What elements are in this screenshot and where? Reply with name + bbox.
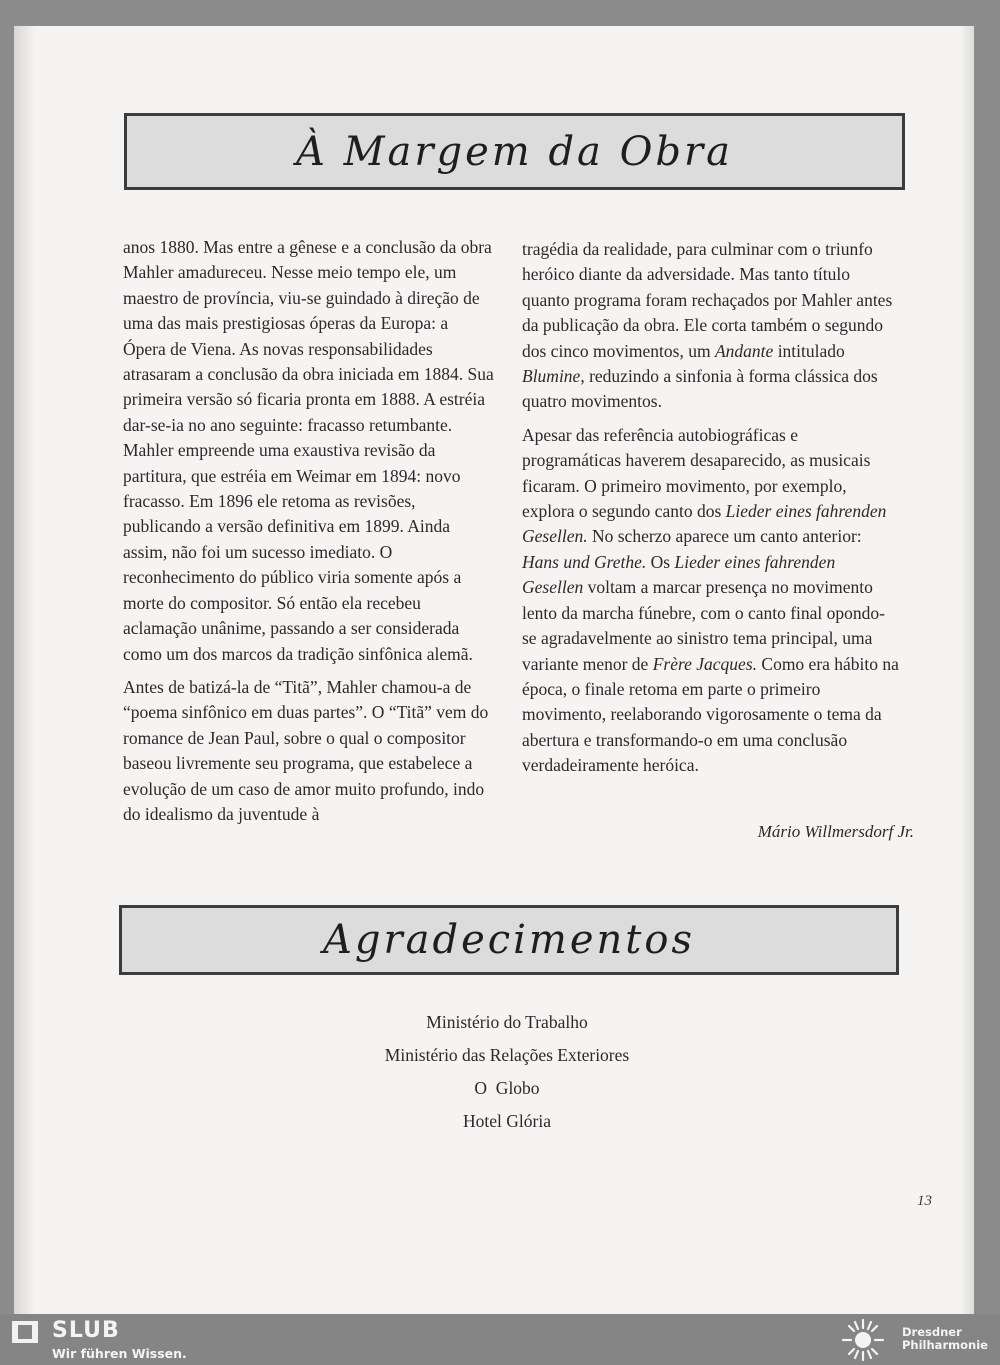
section-heading-agradecimentos <box>119 905 899 975</box>
acknowledgement-item: Ministério das Relações Exteriores <box>384 1045 630 1065</box>
dp-brand-line2: Philharmonie <box>902 1338 988 1352</box>
left-paragraph-1: anos 1880. Mas entre a gênese e a conclusão da obra Mahler amadureceu. Nesse meio tempo ele, um maestro de província, viu-se guindado à direção de uma das mais prestigiosas óperas da Europa: a Ópera de Viena. As novas responsabilidades atrasaram a conclusão da obra iniciada em 1884. Sua primeira versão só ficaria pronta em 1888. A estréia dar-se-ia no ano seguinte: fracasso retumbante. Mahler empreende uma exaustiva revisão da partitura, que estréia em Weimar em 1894: novo fracasso. Em 1896 ele retoma as revisões, publicando a versão definitiva em 1899. Ainda assim, não foi um sucesso imediato. O reconhecimento do público viria somente após a morte do compositor. Só então ela recebeu aclamação unânime, passando a ser considerada como um dos marcos da tradição sinfônica alemã. <box>123 237 494 664</box>
slub-brand-name: SLUB <box>52 1318 120 1343</box>
italic-run: Blumine <box>522 366 581 387</box>
text-run: voltam a marcar presença no movimento lento da marcha fúnebre, com o canto final opondo-se agradavelmente ao sinistro tema principal, uma variante menor de <box>522 577 885 674</box>
text-run: Apesar das referência autobiográficas e programáticas haverem desaparecido, as musicais ficaram. O primeiro movimento, por exemplo, explora o segundo canto dos <box>522 424 871 522</box>
acknowledgements-list <box>300 1006 714 1138</box>
italic-run: Lieder eines fahrenden Gesellen. <box>522 501 887 547</box>
page-number: 13 <box>917 1193 932 1209</box>
acknowledgement-item: O Globo <box>474 1078 540 1098</box>
section-heading-agradecimentos-text: Agradecimentos <box>323 917 695 963</box>
article-column-left <box>123 235 495 835</box>
italic-run: Frère Jacques. <box>652 653 758 674</box>
italic-run: Andante <box>714 340 774 361</box>
right-paragraph-2 <box>522 423 899 779</box>
left-paragraph-2: Antes de batizá-la de “Titã”, Mahler chamou-a de “poema sinfônico em duas partes”. O “Titã” vem do romance de Jean Paul, sobre o qual o compositor baseou livremente seu programa, que estabelece a evolução de um caso de amor muito profundo, indo do idealismo da juventude à <box>123 676 489 824</box>
acknowledgement-item: Ministério do Trabalho <box>426 1012 588 1032</box>
text-run: tragédia da realidade, para culminar com o triunfo heróico diante da adversidade. Mas tanto título quanto programa foram rechaçados por Mahler antes da publicação da obra. Ele corta também o segundo dos cinco movimentos, um <box>522 239 893 361</box>
slub-logo-icon <box>12 1321 38 1343</box>
dresdner-philharmonie-logo-icon <box>838 1318 888 1362</box>
italic-run: Hans und Grethe. <box>522 551 647 572</box>
slub-tagline: Wir führen Wissen. <box>52 1346 187 1361</box>
article-column-right <box>522 237 899 787</box>
text-run: Como era hábito na época, o finale retoma em parte o primeiro movimento, reelaborando vigorosamente o tema da abertura e transformando-o em uma conclusão verdadeiramente heróica. <box>522 653 899 776</box>
dp-brand-line1: Dresdner <box>902 1325 962 1339</box>
dresdner-philharmonie-brand <box>902 1326 988 1352</box>
acknowledgement-item: Hotel Glória <box>463 1111 551 1131</box>
italic-run: Lieder eines fahrenden Gesellen <box>522 551 836 598</box>
text-run: , reduzindo a sinfonia à forma clássica dos quatro movimentos. <box>522 366 878 412</box>
section-heading-margem <box>124 113 905 190</box>
text-run: intitulado <box>773 340 845 361</box>
author-signature: Mário Willmersdorf Jr. <box>757 822 914 841</box>
section-heading-margem-text: À Margem da Obra <box>296 128 733 175</box>
page-edge-shadow <box>960 26 974 1314</box>
text-run: No scherzo aparece um canto anterior: <box>587 526 862 547</box>
text-run: Os <box>646 551 675 572</box>
right-paragraph-1 <box>522 237 899 415</box>
page-gutter-shadow <box>14 26 36 1314</box>
